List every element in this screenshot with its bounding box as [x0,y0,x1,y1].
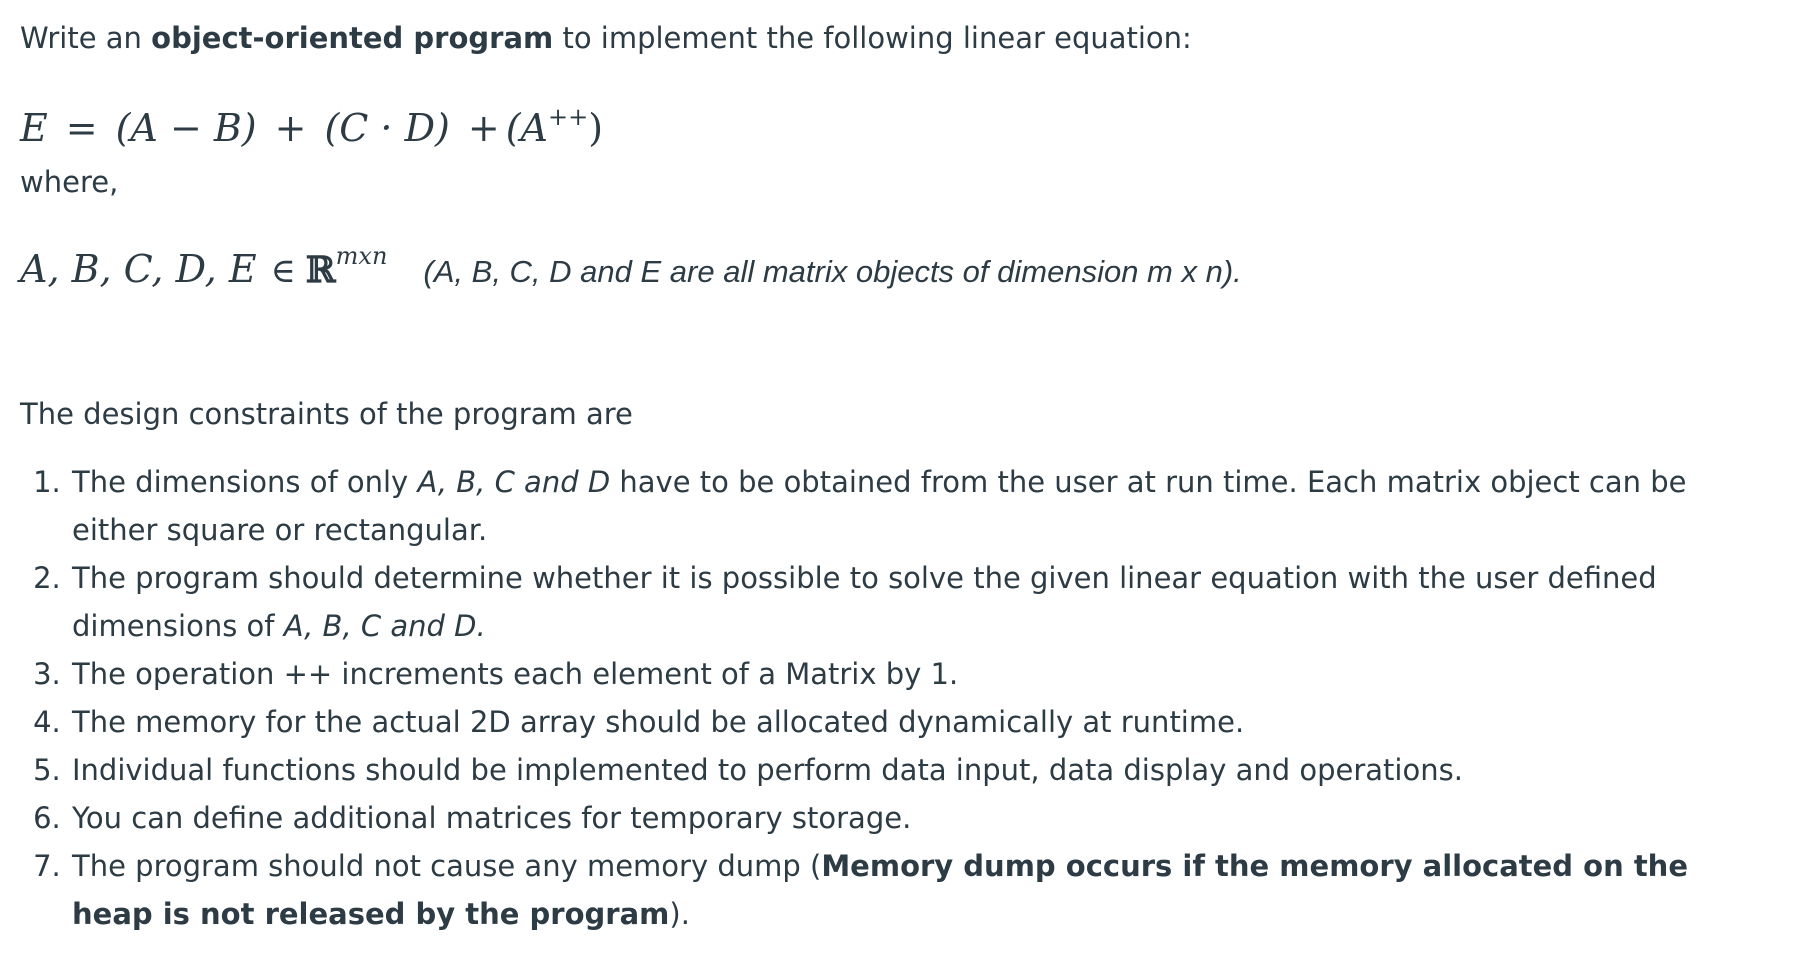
list-item [70,458,1770,554]
c5-text: Individual functions should be implemented to perform data input, data display and operations. [72,753,1463,787]
set-dims: mxn [335,242,388,270]
list-item [70,842,1770,938]
eq-plus1: + [274,106,307,150]
c2-italic: A, B, C and D. [283,609,486,643]
list-item [70,650,1770,698]
set-vars: A, B, C, D, E [20,247,257,291]
constraints-list [20,458,1770,938]
intro-prefix: Write an [20,21,152,55]
set-in-symbol: ∈ [270,251,296,291]
c1-text-a: The dimensions of only [72,465,418,499]
c4-text: The memory for the actual 2D array should be allocated dynamically at runtime. [72,705,1245,739]
eq-term3-close: ) [588,106,604,150]
where-label: where, [20,165,119,199]
eq-lhs: E [20,106,48,150]
constraints-title: The design constraints of the program are [20,397,633,431]
c7-text-a: The program should not cause any memory dump ( [72,849,822,883]
intro-suffix: to implement the following linear equation: [553,21,1192,55]
set-space: ℝ [305,249,336,291]
c6-text: You can define additional matrices for temporary storage. [72,801,912,835]
c7-text-b: ). [669,897,690,931]
eq-term2: (C · D) [324,106,450,150]
c1-italic: A, B, C and D [417,465,611,499]
c7-bold: Memory dump occurs if the memory allocated on the heap is not released by the program [72,849,1689,931]
list-item [70,698,1770,746]
intro-paragraph [20,18,1192,58]
c2-text-a: The program should determine whether it is possible to solve the given linear equation with the user defined dimensions of [72,561,1657,643]
c1-text-b: have to be obtained from the user at run time. Each matrix object can be either square or rectangular. [72,465,1687,547]
list-item [70,746,1770,794]
intro-bold: object-oriented program [151,21,554,55]
eq-plus2: + [467,106,500,150]
list-item [70,794,1770,842]
c3-text: The operation ++ increments each element of a Matrix by 1. [72,657,959,691]
matrix-set-definition [20,242,1242,291]
eq-equals: = [65,106,98,150]
set-note: (A, B, C, D and E are all matrix objects of dimension m x n). [423,254,1242,289]
eq-term1: (A − B) [115,106,257,150]
list-item [70,554,1770,650]
eq-term3-open: (A [505,106,549,150]
linear-equation [20,92,603,153]
eq-term3-sup: ++ [548,103,589,131]
